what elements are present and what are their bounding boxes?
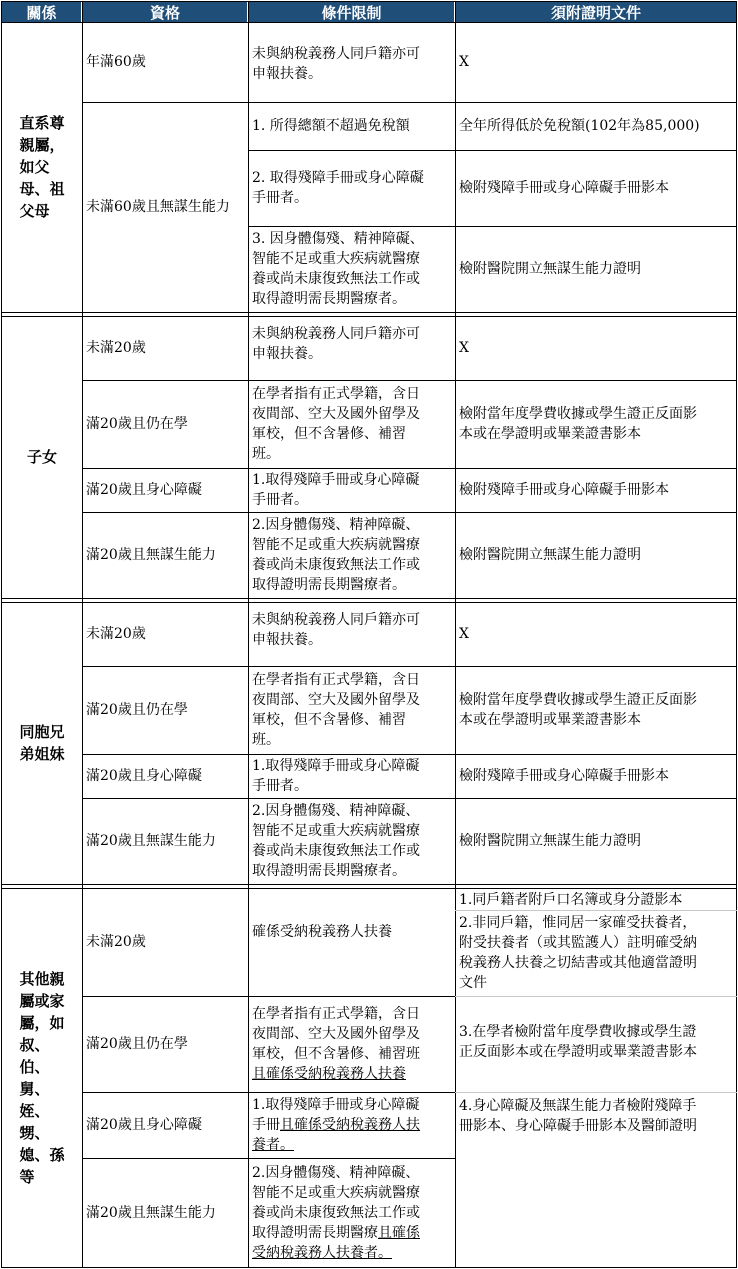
document-cell: 3.在學者檢附當年度學費收據或學生證 正反面影本或在學證明或畢業證書影本 bbox=[459, 1024, 697, 1060]
table-rule bbox=[82, 468, 737, 469]
condition-cell: 在學者指有正式學籍，含日 夜間部、空大及國外留學及 軍校，但不含暑修、補習 班。 bbox=[252, 672, 420, 748]
document-cell: 檢附醫院開立無謀生能力證明 bbox=[459, 261, 641, 277]
relation-cell: 子女 bbox=[26, 448, 57, 466]
relation-cell: 同胞兄 弟姐妹 bbox=[19, 723, 65, 763]
condition-cell bbox=[248, 1092, 455, 1158]
table-rule bbox=[248, 226, 737, 227]
table-rule bbox=[82, 102, 737, 103]
table-rule bbox=[82, 1092, 455, 1093]
document-cell: 2.非同戶籍，惟同居一家確受扶養者， 附受扶養者（或其監護人）註明確受納 稅義務人扶養之切結書或其他適當證明 文件 bbox=[459, 915, 697, 991]
table-rule bbox=[455, 1, 456, 1268]
qualification-cell: 滿20歲且無謀生能力 bbox=[86, 1204, 216, 1221]
condition-cell: 未與納稅義務人同戶籍亦可 申報扶養。 bbox=[252, 46, 420, 82]
condition-text: 1.取得殘障手冊或身心障礙 手冊 bbox=[252, 1097, 420, 1133]
table-rule bbox=[248, 1, 249, 1268]
document-cell: 1.同戶籍者附戶口名簿或身分證影本 bbox=[459, 892, 683, 908]
qualification-cell: 滿20歲且無謀生能力 bbox=[86, 833, 216, 849]
table-rule bbox=[1, 316, 737, 317]
condition-cell: 在學者指有正式學籍，含日 夜間部、空大及國外留學及 軍校，但不含暑修、補習 班。 bbox=[252, 386, 420, 462]
condition-underlined-text: 且確係 受納稅義務人扶養者。 bbox=[252, 1224, 420, 1261]
table-rule bbox=[82, 1158, 455, 1159]
document-cell: 全年所得低於免稅額(102年為85,000) bbox=[459, 118, 700, 134]
condition-underlined-text: 且確係受納稅義務人扶 養者。 bbox=[252, 1117, 420, 1153]
table-rule bbox=[736, 1, 737, 1268]
document-cell: 檢附醫院開立無謀生能力證明 bbox=[459, 547, 641, 563]
document-cell: 檢附殘障手冊或身心障礙手冊影本 bbox=[459, 180, 669, 196]
document-cell: 檢附殘障手冊或身心障礙手冊影本 bbox=[459, 768, 669, 784]
table-rule bbox=[1, 888, 737, 889]
document-cell: 檢附醫院開立無謀生能力證明 bbox=[459, 833, 641, 849]
table-rule bbox=[248, 150, 737, 151]
condition-cell: 2. 取得殘障手冊或身心障礙 手冊者。 bbox=[252, 170, 424, 206]
condition-cell: 2.因身體傷殘、精神障礙、 智能不足或重大疾病就醫療 養或尚未康復致無法工作或 取得證明需長期醫療者。 bbox=[252, 803, 420, 879]
qualification-cell: 未滿20歲 bbox=[86, 934, 146, 950]
document-cell: X bbox=[459, 54, 469, 70]
table-rule bbox=[1, 22, 737, 23]
condition-cell: 未與納稅義務人同戶籍亦可 申報扶養。 bbox=[252, 326, 420, 362]
table-rule bbox=[1, 598, 737, 599]
condition-cell bbox=[248, 996, 455, 1092]
document-cell: X bbox=[459, 626, 469, 642]
condition-cell: 1. 所得總額不超過免稅額 bbox=[252, 118, 410, 134]
table-rule bbox=[1, 312, 737, 313]
table-rule bbox=[82, 666, 737, 667]
table-rule bbox=[82, 996, 455, 997]
condition-cell: 2.因身體傷殘、精神障礙、 智能不足或重大疾病就醫療 養或尚未康復致無法工作或 取得證明需長期醫療者。 bbox=[252, 517, 420, 593]
table-rule bbox=[1, 884, 737, 885]
condition-cell bbox=[248, 1158, 455, 1267]
condition-cell: 1.取得殘障手冊或身心障礙 手冊者。 bbox=[252, 472, 420, 508]
table-rule bbox=[82, 754, 737, 755]
condition-cell: 未與納稅義務人同戶籍亦可 申報扶養。 bbox=[252, 612, 420, 648]
table-rule bbox=[82, 798, 737, 799]
relation-cell: 直系尊 親屬， 如父 母、祖 父母 bbox=[19, 114, 65, 220]
qualification-cell: 未滿20歲 bbox=[86, 626, 146, 642]
relation-cell: 其他親 屬或家 屬，如 叔、 伯、 舅、 姪、 甥、 媳、孫 等 bbox=[19, 969, 65, 1186]
document-cell: 檢附當年度學費收據或學生證正反面影 本或在學證明或畢業證書影本 bbox=[459, 406, 697, 442]
table-rule bbox=[455, 1092, 737, 1093]
header-relation: 關係 bbox=[2, 2, 81, 22]
table-rule bbox=[1, 1, 737, 2]
document-cell: 檢附殘障手冊或身心障礙手冊影本 bbox=[459, 482, 669, 498]
condition-cell: 確係受納稅義務人扶養 bbox=[252, 924, 392, 940]
table-rule bbox=[455, 996, 737, 997]
condition-text: 在學者指有正式學籍，含日 夜間部、空大及國外留學及 軍校，但不含暑修、補習班 bbox=[252, 1006, 420, 1062]
table-rule bbox=[1, 1267, 737, 1268]
qualification-cell: 滿20歲且身心障礙 bbox=[86, 1117, 202, 1133]
condition-underlined-text: 且確係受納稅義務人扶養 bbox=[252, 1066, 406, 1082]
qualification-cell: 年滿60歲 bbox=[86, 54, 146, 70]
document-cell: 檢附當年度學費收據或學生證正反面影 本或在學證明或畢業證書影本 bbox=[459, 692, 697, 728]
qualification-cell: 滿20歲且身心障礙 bbox=[86, 482, 202, 498]
qualification-cell: 未滿20歲 bbox=[86, 340, 146, 356]
qualification-cell: 滿20歲且仍在學 bbox=[86, 416, 188, 432]
table-rule bbox=[82, 512, 737, 513]
header-condition: 條件限制 bbox=[249, 2, 454, 22]
qualification-cell: 滿20歲且身心障礙 bbox=[86, 768, 202, 784]
condition-text: 2.因身體傷殘、精神障礙、 智能不足或重大疾病就醫療 養或尚未康復致無法工作或 取得證明需長期醫療 bbox=[252, 1164, 420, 1241]
qualification-cell: 滿20歲且仍在學 bbox=[86, 702, 188, 718]
header-qualification: 資格 bbox=[83, 2, 247, 22]
qualification-cell: 滿20歲且無謀生能力 bbox=[86, 547, 216, 563]
table-rule bbox=[455, 910, 737, 911]
document-cell: X bbox=[459, 340, 469, 356]
condition-cell: 3. 因身體傷殘、精神障礙、 智能不足或重大疾病就醫療 養或尚未康復致無法工作或 取得證明需長期醫療者。 bbox=[252, 231, 424, 307]
header-documents: 須附證明文件 bbox=[456, 2, 736, 22]
document-cell: 4.身心障礙及無謀生能力者檢附殘障手 冊影本、身心障礙手冊影本及醫師證明 bbox=[459, 1098, 697, 1134]
condition-cell: 1.取得殘障手冊或身心障礙 手冊者。 bbox=[252, 758, 420, 794]
table-rule bbox=[1, 1, 2, 1268]
table-rule bbox=[1, 602, 737, 603]
qualification-cell: 未滿60歲且無謀生能力 bbox=[86, 199, 230, 215]
table-rule bbox=[82, 1, 83, 1268]
table-rule bbox=[82, 380, 737, 381]
qualification-cell: 滿20歲且仍在學 bbox=[86, 1036, 188, 1052]
